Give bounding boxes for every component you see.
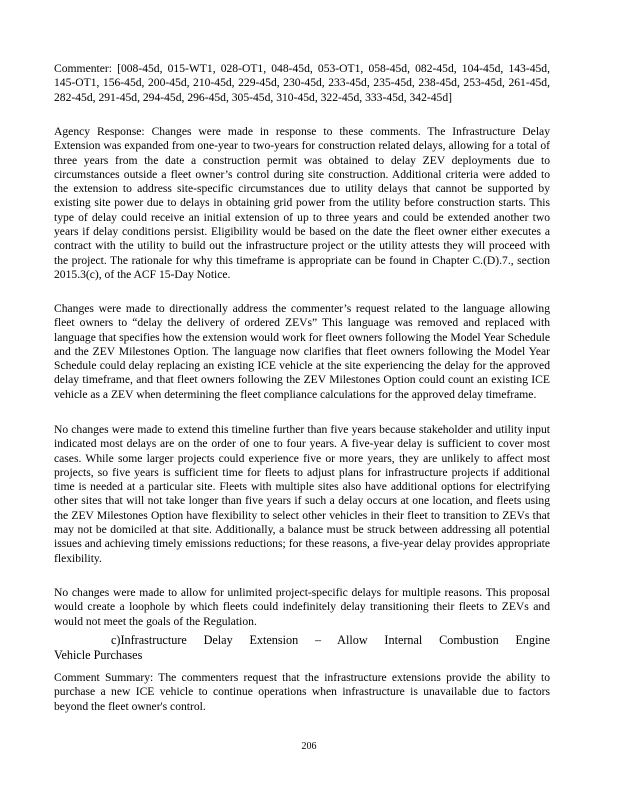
section-heading — [54, 633, 550, 663]
section-heading-line-1: c)Infrastructure Delay Extension – Allow Internal Combustion Engine — [111, 633, 550, 647]
changes-paragraph-timeline: No changes were made to extend this timeline further than five years because stakeholder and utility input indicated most delays are on the order of one to four years. A five-year delay is sufficient to cover most cases. While some larger projects could experience five or more years, they are unlikely to affect most projects, so five years is sufficient time for fleets to adjust plans for infrastructure projects if additional time is needed at a particular site. Fleets with multiple sites also have additional options for electrifying other sites that will not take longer than five years if such a delay occurs at one location, and fleets using the ZEV Milestones Option have flexibility to select other vehicles in their fleet to transition to ZEVs that may not be domiciled at that site. Additionally, a balance must be struck between addressing all potential issues and achieving timely emissions reductions; for these reasons, a five-year delay provides appropriate flexibility. — [54, 423, 550, 565]
section-heading-line-2: Vehicle Purchases — [54, 648, 143, 662]
agency-response-paragraph: Agency Response: Changes were made in response to these comments. The Infrastructure Delay Extension was expanded from one-year to two-years for construction related delays, allowing for a total of three years from the date a construction permit was obtained to delay ZEV deployments due to circumstances outside a fleet owner’s control during site construction. Additional criteria were added to the extension to address site-specific circumstances due to utility delays that cannot be supported by existing site power due to delays in obtaining grid power from the utility before construction starts. This type of delay could receive an initial extension of up to three years and could be extended another two years if delay conditions persist. Eligibility would be based on the date the fleet owner either executes a contract with the utility to build out the infrastructure project or the utility attests they will proceed with the project. The rationale for why this timeframe is appropriate can be found in Chapter C.(D).7., section 2015.3(c), of the ACF 15-Day Notice. — [54, 125, 550, 281]
commenter-list: Commenter: [008-45d, 015-WT1, 028-OT1, 048-45d, 053-OT1, 058-45d, 082-45d, 104-45d, 143-45d, 145-OT1, 156-45d, 200-45d, 210-45d, 229-45d, 230-45d, 233-45d, 235-45d, 238-45d, 253-45d, 261-45d, 282-45d, 291-45d, 294-45d, 296-45d, 305-45d, 310-45d, 322-45d, 333-45d, 342-45d] — [54, 62, 550, 104]
comment-summary-paragraph: Comment Summary: The commenters request that the infrastructure extensions provide the ability to purchase a new ICE vehicle to continue operations when infrastructure is unavailable due to factors beyond the fleet owner's control. — [54, 671, 550, 713]
changes-paragraph-language: Changes were made to directionally address the commenter’s request related to the language allowing fleet owners to “delay the delivery of ordered ZEVs” This language was removed and replaced with language that specifies how the extension would work for fleet owners following the Model Year Schedule and the ZEV Milestones Option. The language now clarifies that fleet owners following the Model Year Schedule could delay replacing an existing ICE vehicle at the site experiencing the delay for the approved delay timeframe, and that fleet owners following the ZEV Milestones Option could count an existing ICE vehicle as a ZEV when determining the fleet compliance calculations for the approved delay timeframe. — [54, 302, 550, 401]
changes-paragraph-unlimited-delays: No changes were made to allow for unlimited project-specific delays for multiple reasons. This proposal would create a loophole by which fleets could indefinitely delay transitioning their fleets to ZEVs and would not meet the goals of the Regulation. — [54, 586, 550, 628]
page-number: 206 — [301, 741, 317, 752]
